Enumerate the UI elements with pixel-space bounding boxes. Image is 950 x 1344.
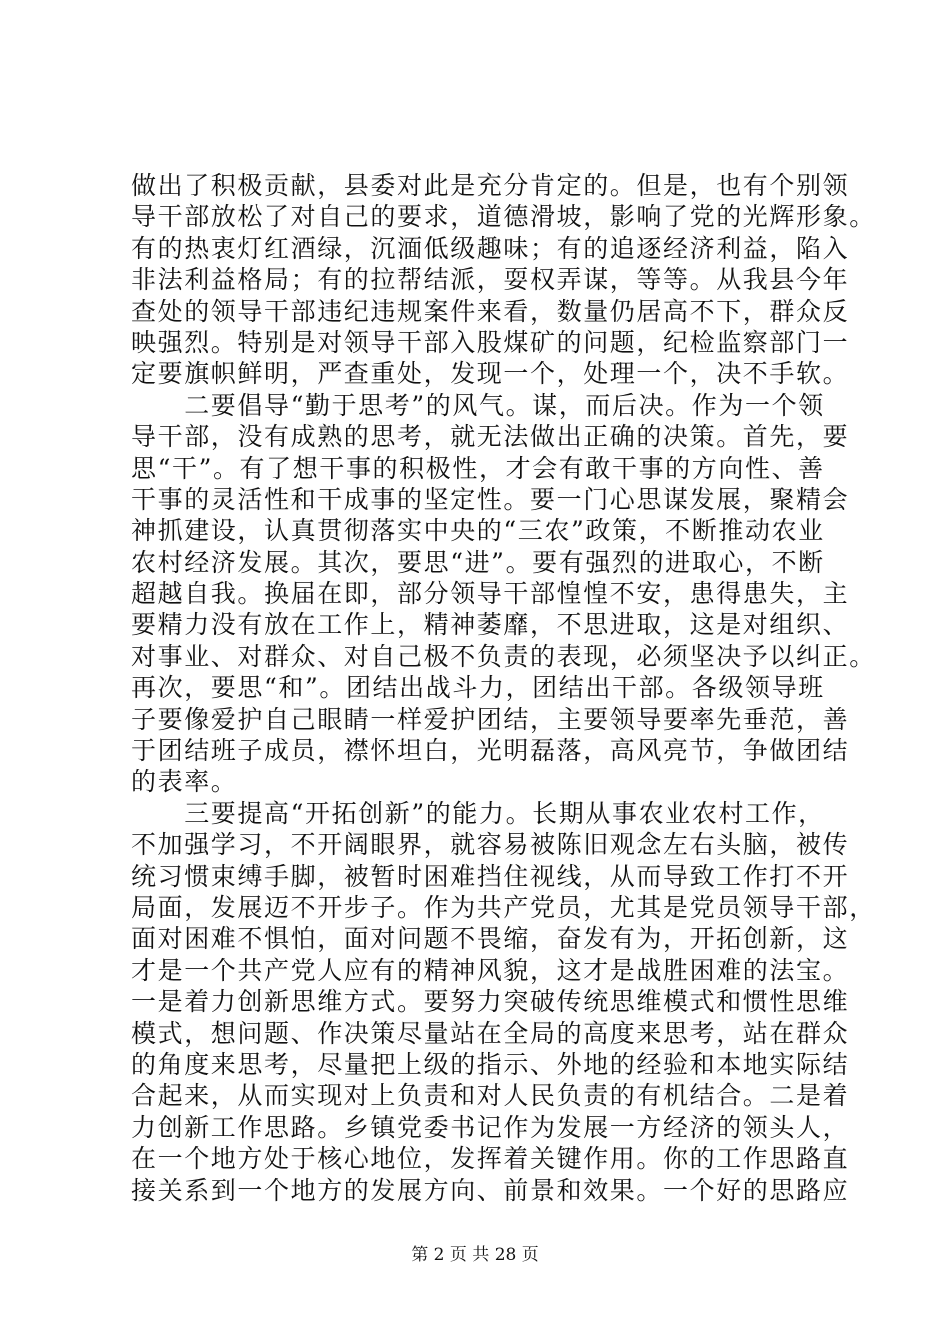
text-line: 的表率。 (131, 767, 238, 797)
text-line: 在一个地方处于核心地位，发挥着关键作用。你的工作思路直 (131, 1144, 850, 1174)
text-line: 对事业、对群众、对自己极不负责的表现，必须坚决予以纠正。 (131, 641, 876, 671)
text-line: 子要像爱护自己眼睛一样爱护团结，主要领导要率先垂范，善 (131, 704, 850, 734)
text-line: 局面，发展迈不开步子。作为共产党员，尤其是党员领导干部， (131, 892, 876, 922)
text-line: 神抓建设，认真贯彻落实中央的“三农”政策，不断推动农业 (131, 516, 825, 546)
text-line: 的角度来思考，尽量把上级的指示、外地的经验和本地实际结 (131, 1049, 850, 1079)
paragraph-start-line: 三要提高“开拓创新”的能力。长期从事农业农村工作， (131, 798, 825, 828)
page-number-footer: 第 2 页 共 28 页 (411, 1245, 539, 1265)
text-line: 定要旗帜鲜明，严查重处，发现一个，处理一个，决不手软。 (131, 359, 850, 389)
text-line: 农村经济发展。其次，要思“进”。要有强烈的进取心，不断 (131, 547, 825, 577)
text-line: 模式，想问题、作决策尽量站在全局的高度来思考，站在群众 (131, 1018, 850, 1048)
text-line: 导干部，没有成熟的思考，就无法做出正确的决策。首先，要 (131, 422, 850, 452)
document-body (131, 170, 876, 1206)
text-line: 一是着力创新思维方式。要努力突破传统思维模式和惯性思维 (131, 987, 850, 1017)
text-line: 有的热衷灯红酒绿，沉湎低级趣味；有的追逐经济利益，陷入 (131, 233, 850, 263)
text-line: 干事的灵活性和干成事的坚定性。要一门心思谋发展，聚精会 (131, 484, 850, 514)
text-line: 合起来，从而实现对上负责和对人民负责的有机结合。二是着 (131, 1081, 850, 1111)
text-line: 再次，要思“和”。团结出战斗力，团结出干部。各级领导班 (131, 673, 825, 703)
text-line: 统习惯束缚手脚，被暂时困难挡住视线，从而导致工作打不开 (131, 861, 850, 891)
text-line: 面对困难不惧怕，面对问题不畏缩，奋发有为，开拓创新，这 (131, 924, 850, 954)
text-line: 查处的领导干部违纪违规案件来看，数量仍居高不下，群众反 (131, 296, 850, 326)
text-line: 要精力没有放在工作上，精神萎靡，不思进取，这是对组织、 (131, 610, 850, 640)
text-line: 才是一个共产党人应有的精神风貌，这才是战胜困难的法宝。 (131, 955, 850, 985)
text-line: 做出了积极贡献，县委对此是充分肯定的。但是，也有个别领 (131, 171, 850, 200)
text-line: 接关系到一个地方的发展方向、前景和效果。一个好的思路应 (131, 1175, 850, 1205)
text-line: 不加强学习，不开阔眼界，就容易被陈旧观念左右头脑，被传 (131, 830, 850, 860)
text-line: 思“干”。有了想干事的积极性，才会有敢干事的方向性、善 (131, 453, 825, 483)
text-line: 力创新工作思路。乡镇党委书记作为发展一方经济的领头人， (131, 1112, 850, 1142)
text-line: 非法利益格局；有的拉帮结派，耍权弄谋，等等。从我县今年 (131, 265, 850, 295)
text-line: 导干部放松了对自己的要求，道德滑坡，影响了党的光辉形象。 (131, 202, 876, 232)
paragraph-start-line: 二要倡导“勤于思考”的风气。谋，而后决。作为一个领 (131, 390, 825, 420)
text-line: 映强烈。特别是对领导干部入股煤矿的问题，纪检监察部门一 (131, 327, 850, 357)
text-line: 于团结班子成员，襟怀坦白，光明磊落，高风亮节，争做团结 (131, 736, 850, 766)
text-line: 超越自我。换届在即，部分领导干部惶惶不安，患得患失，主 (131, 579, 850, 609)
